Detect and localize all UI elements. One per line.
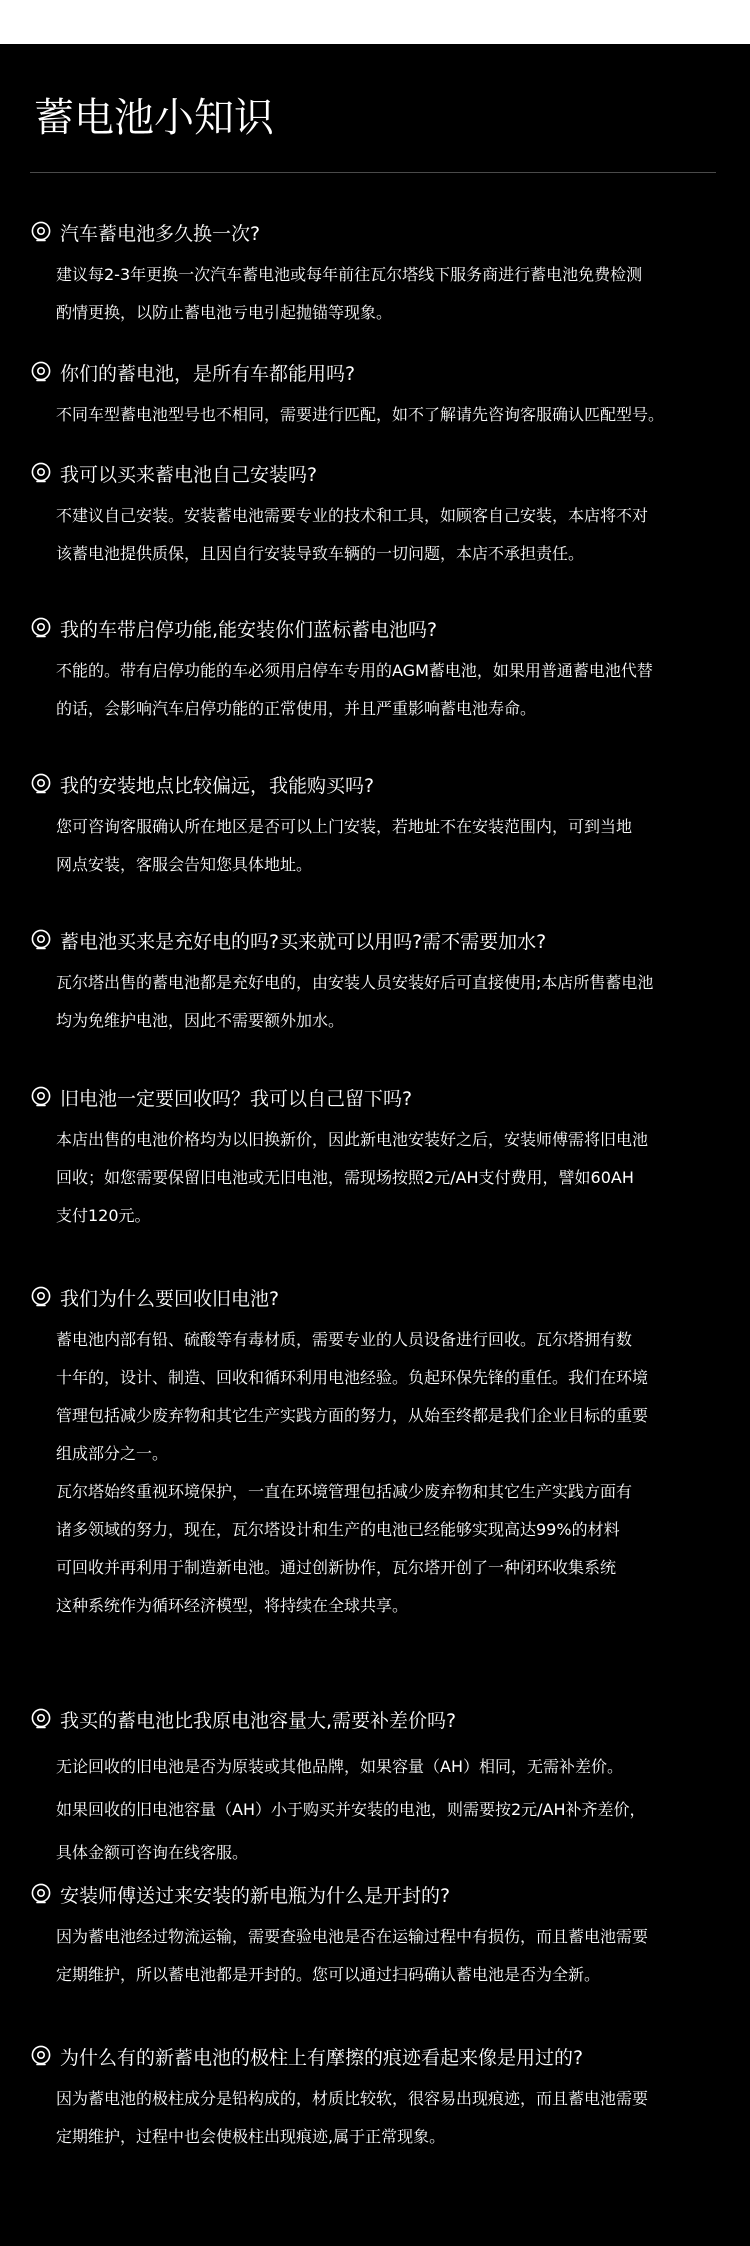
faq-answer-line: 不能的。带有启停功能的车必须用启停车专用的AGM蓄电池，如果用普通蓄电池代替 (56, 661, 653, 680)
faq-answer-line: 这种系统作为循环经济模型，将持续在全球共享。 (56, 1596, 409, 1615)
faq-question-text: 我的安装地点比较偏远，我能购买吗? (60, 774, 375, 797)
faq-answer-line: 定期维护，过程中也会使极柱出现痕迹,属于正常现象。 (56, 2127, 446, 2146)
location-pin-icon (30, 221, 52, 243)
faq-question-text: 蓄电池买来是充好电的吗?买来就可以用吗?需不需要加水? (60, 930, 547, 953)
faq-item (30, 920, 730, 1040)
faq-answer-line: 可回收并再利用于制造新电池。通过创新协作，瓦尔塔开创了一种闭环收集系统 (56, 1558, 617, 1577)
location-pin-icon (30, 1286, 52, 1308)
faq-answer (56, 1918, 730, 1994)
faq-question (30, 1699, 730, 1739)
faq-answer-line: 瓦尔塔始终重视环境保护，一直在环境管理包括减少废弃物和其它生产实践方面有 (56, 1482, 633, 1501)
location-pin-icon (30, 1086, 52, 1108)
faq-answer-line: 不同车型蓄电池型号也不相同，需要进行匹配，如不了解请先咨询客服确认匹配型号。 (56, 405, 665, 424)
faq-item (30, 608, 730, 728)
faq-answer (56, 1745, 730, 1874)
faq-question (30, 764, 730, 804)
faq-question-text: 为什么有的新蓄电池的极柱上有摩擦的痕迹看起来像是用过的? (60, 2046, 584, 2069)
faq-answer-line: 定期维护，所以蓄电池都是开封的。您可以通过扫码确认蓄电池是否为全新。 (56, 1965, 601, 1984)
faq-answer-line: 具体金额可咨询在线客服。 (56, 1843, 249, 1862)
faq-answer-line: 的话，会影响汽车启停功能的正常使用，并且严重影响蓄电池寿命。 (56, 699, 537, 718)
faq-answer-line: 诸多领域的努力，现在，瓦尔塔设计和生产的电池已经能够实现高达99%的材料 (56, 1520, 620, 1539)
faq-item (30, 453, 730, 573)
faq-answer-line: 组成部分之一。 (56, 1444, 169, 1463)
faq-answer-line: 因为蓄电池的极柱成分是铅构成的，材质比较软，很容易出现痕迹，而且蓄电池需要 (56, 2089, 649, 2108)
faq-question (30, 608, 730, 648)
faq-item (30, 352, 730, 434)
faq-answer-line: 无论回收的旧电池是否为原装或其他品牌，如果容量（AH）相同，无需补差价。 (56, 1757, 623, 1776)
faq-answer-line: 本店出售的电池价格均为以旧换新价，因此新电池安装好之后，安装师傅需将旧电池 (56, 1130, 649, 1149)
faq-item (30, 1077, 730, 1235)
location-pin-icon (30, 361, 52, 383)
page-title: 蓄电池小知识 (34, 95, 274, 141)
faq-answer (56, 2080, 730, 2156)
faq-answer-line: 不建议自己安装。安装蓄电池需要专业的技术和工具，如顾客自己安装，本店将不对 (56, 506, 649, 525)
location-pin-icon (30, 1708, 52, 1730)
faq-panel (0, 44, 750, 2246)
faq-answer (56, 256, 730, 332)
location-pin-icon (30, 773, 52, 795)
faq-question-text: 我买的蓄电池比我原电池容量大,需要补差价吗? (60, 1709, 457, 1732)
faq-answer (56, 964, 730, 1040)
faq-answer-line: 回收；如您需要保留旧电池或无旧电池，需现场按照2元/AH支付费用，譬如60AH (56, 1168, 634, 1187)
faq-question-text: 我可以买来蓄电池自己安装吗? (60, 463, 318, 486)
faq-question-text: 我们为什么要回收旧电池? (60, 1287, 280, 1310)
faq-answer (56, 1321, 730, 1625)
faq-question-text: 安装师傅送过来安装的新电瓶为什么是开封的? (60, 1884, 451, 1907)
faq-question-text: 我的车带启停功能,能安装你们蓝标蓄电池吗? (60, 618, 438, 641)
faq-item (30, 212, 730, 332)
faq-answer-line: 因为蓄电池经过物流运输，需要查验电池是否在运输过程中有损伤，而且蓄电池需要 (56, 1927, 649, 1946)
faq-item (30, 1277, 730, 1625)
faq-item (30, 764, 730, 884)
faq-answer (56, 396, 730, 434)
faq-item (30, 1874, 730, 1994)
faq-question (30, 920, 730, 960)
faq-answer-line: 支付120元。 (56, 1206, 151, 1225)
faq-question-text: 你们的蓄电池，是所有车都能用吗? (60, 362, 356, 385)
faq-answer-line: 瓦尔塔出售的蓄电池都是充好电的，由安装人员安装好后可直接使用;本店所售蓄电池 (56, 973, 654, 992)
faq-answer-line: 管理包括减少废弃物和其它生产实践方面的努力，从始至终都是我们企业目标的重要 (56, 1406, 649, 1425)
faq-item (30, 2036, 730, 2156)
faq-answer-line: 如果回收的旧电池容量（AH）小于购买并安装的电池，则需要按2元/AH补齐差价， (56, 1800, 646, 1819)
faq-question-text: 汽车蓄电池多久换一次? (60, 222, 261, 245)
faq-question (30, 1277, 730, 1317)
faq-answer-line: 网点安装，客服会告知您具体地址。 (56, 855, 313, 874)
faq-answer (56, 652, 730, 728)
faq-question (30, 352, 730, 392)
location-pin-icon (30, 617, 52, 639)
faq-answer-line: 十年的，设计、制造、回收和循环利用电池经验。负起环保先锋的重任。我们在环境 (56, 1368, 649, 1387)
faq-answer (56, 808, 730, 884)
faq-question (30, 1874, 730, 1914)
faq-answer-line: 该蓄电池提供质保，且因自行安装导致车辆的一切问题，本店不承担责任。 (56, 544, 585, 563)
faq-answer-line: 均为免维护电池，因此不需要额外加水。 (56, 1011, 345, 1030)
faq-answer (56, 497, 730, 573)
faq-item (30, 1699, 730, 1874)
location-pin-icon (30, 462, 52, 484)
faq-answer-line: 您可咨询客服确认所在地区是否可以上门安装，若地址不在安装范围内，可到当地 (56, 817, 633, 836)
faq-question (30, 212, 730, 252)
faq-answer (56, 1121, 730, 1235)
location-pin-icon (30, 2045, 52, 2067)
faq-answer-line: 建议每2-3年更换一次汽车蓄电池或每年前往瓦尔塔线下服务商进行蓄电池免费检测 (56, 265, 643, 284)
location-pin-icon (30, 1883, 52, 1905)
faq-question (30, 453, 730, 493)
title-divider (30, 172, 716, 173)
location-pin-icon (30, 929, 52, 951)
faq-answer-line: 蓄电池内部有铅、硫酸等有毒材质，需要专业的人员设备进行回收。瓦尔塔拥有数 (56, 1330, 633, 1349)
faq-question (30, 2036, 730, 2076)
faq-question (30, 1077, 730, 1117)
faq-question-text: 旧电池一定要回收吗？我可以自己留下吗? (60, 1087, 413, 1110)
faq-answer-line: 酌情更换，以防止蓄电池亏电引起抛锚等现象。 (56, 303, 393, 322)
